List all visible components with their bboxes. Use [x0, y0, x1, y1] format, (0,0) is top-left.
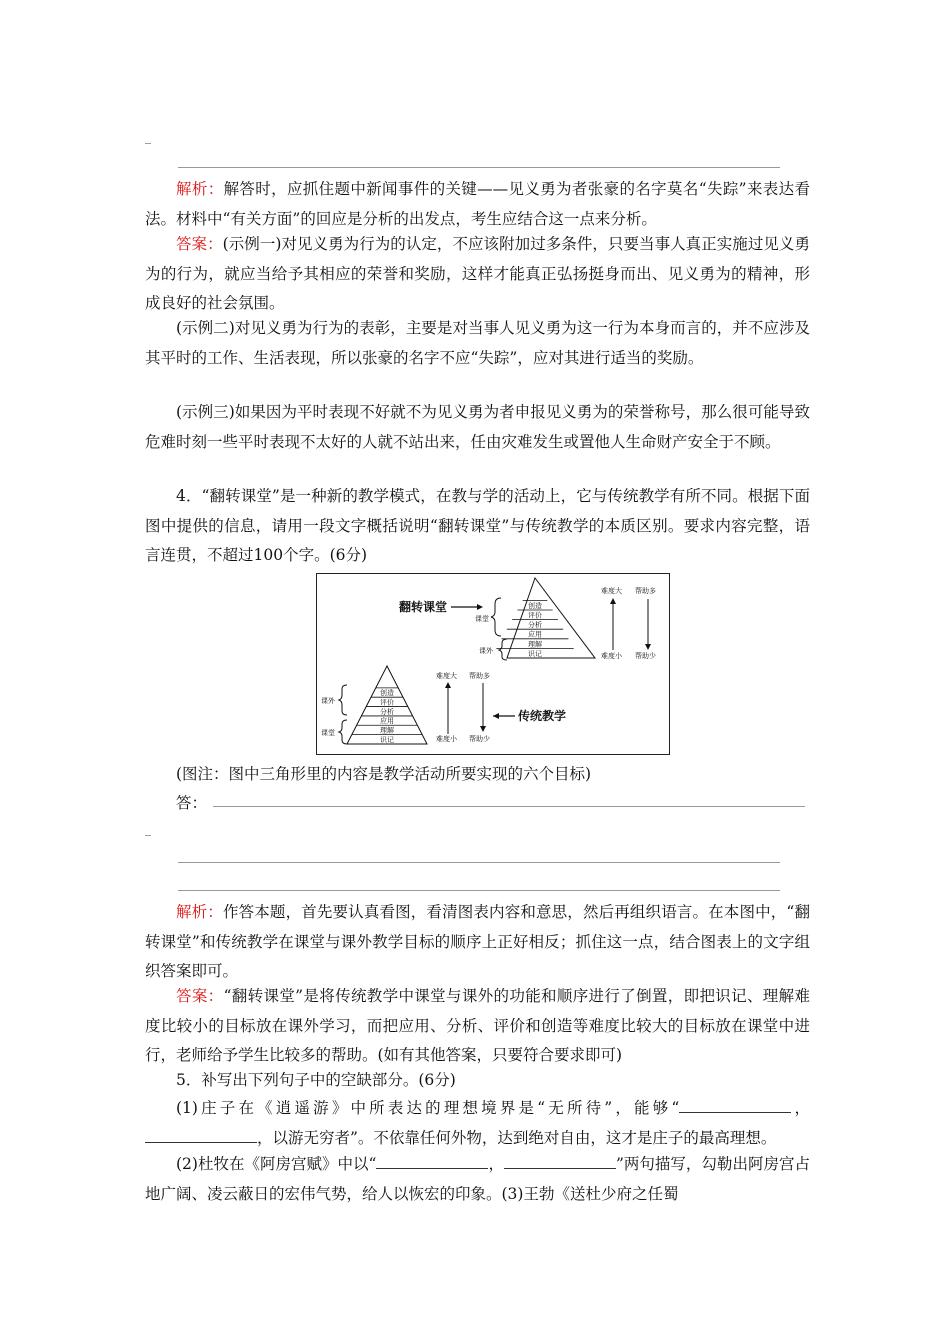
trad-level-label: 理解: [380, 726, 394, 735]
answer-prompt: 答：: [176, 794, 208, 812]
fill-blank[interactable]: [679, 1098, 791, 1113]
trad-outside-brace: [339, 685, 347, 715]
example-3: (示例三)如果因为平时表现不好就不为见义勇为者申报见义勇为的荣誉称号，那么很可能导致危难时刻一些平时表现不太好的人就不站出来，任由灾难发生或置他人生命财产安全于不顾。: [145, 403, 810, 451]
trad-level-label: 识记: [380, 735, 394, 744]
trad-classroom-label: 课堂: [321, 729, 335, 737]
flip-level-label: 评价: [528, 611, 542, 620]
analysis-paragraph-1: [145, 175, 810, 234]
trad-difficulty-low: 难度小: [436, 735, 457, 743]
flip-outside-label: 课外: [479, 647, 493, 655]
flip-classroom-label: 课堂: [475, 615, 489, 623]
answer-line[interactable]: [178, 890, 780, 891]
flip-level-label: 应用: [528, 630, 542, 639]
answer-label: 答案：: [176, 235, 223, 253]
trad-label: 传统教学: [518, 709, 567, 723]
trad-difficulty-high: 难度大: [436, 672, 457, 680]
analysis-text: 作答本题，首先要认真看图，看清图表内容和意思，然后再组织语言。在本图中，“翻转课堂”和传统教学在课堂与课外教学目标的顺序上正好相反；抓住这一点，结合图表上的文字组织答案即可。: [145, 903, 810, 980]
answer-prompt-line: [145, 789, 810, 819]
traditional-pyramid: [347, 666, 427, 744]
stray-mark: _: [145, 130, 151, 144]
question-5-1: [145, 1094, 810, 1153]
flip-help-less: 帮助少: [635, 652, 656, 660]
q5-1-text-a: (1)庄子在《逍遥游》中所表达的理想境界是“无所待”，能够“: [176, 1099, 680, 1117]
answer-line[interactable]: [213, 806, 805, 807]
answer-line[interactable]: [178, 862, 780, 863]
flip-level-label: 分析: [528, 621, 542, 630]
flip-level-label: 识记: [528, 649, 542, 658]
flipped-classroom-figure: [316, 573, 670, 755]
example-2: (示例二)对见义勇为行为的表彰，主要是对当事人见义勇为这一行为本身而言的，并不应涉及其平时的工作、生活表现，所以张豪的名字不应“失踪”，应对其进行适当的奖励。: [145, 319, 810, 367]
flip-pyramid: [496, 578, 595, 658]
q5-1-text-b: ，: [791, 1099, 810, 1117]
answer-line: [178, 167, 780, 168]
question-5: 5．补写出下列句子中的空缺部分。(6分): [176, 1071, 456, 1089]
analysis-label: 解析：: [176, 903, 223, 921]
flip-level-label: 理解: [528, 640, 542, 649]
trad-help-more: 帮助多: [469, 672, 490, 680]
figure-note: (图注：图中三角形里的内容是教学活动所要实现的六个目标): [176, 765, 592, 783]
q5-2-text-b: ，: [488, 1155, 504, 1173]
answer-paragraph-1: [145, 230, 810, 319]
analysis-text: 解答时，应抓住题中新闻事件的关键——见义勇为者张豪的名字莫名“失踪”来表达看法。材料中“有关方面”的回应是分析的出发点，考生应结合这一点来分析。: [145, 180, 810, 228]
answer-text: “翻转课堂”是将传统教学中课堂与课外的功能和顺序进行了倒置，即把识记、理解难度比较小的目标放在课外学习，而把应用、分析、评价和创造等难度比较大的目标放在课堂中进行，老师给予学生比较多的帮助。(如有其他答案，只要符合要求即可): [145, 987, 810, 1064]
flip-classroom-brace: [491, 598, 501, 636]
trad-classroom-brace: [339, 720, 347, 744]
trad-level-label: 分析: [380, 707, 394, 716]
analysis-label: 解析：: [176, 180, 224, 198]
fill-blank[interactable]: [145, 1128, 257, 1143]
flip-difficulty-high: 难度大: [601, 587, 622, 595]
q5-2-text-c: ”两句描写，勾勒出阿房宫占地广阔、凌云蔽日的宏伟气势，给人以恢宏的印象。(3)王勃《送杜少府之任蜀: [145, 1155, 810, 1203]
trad-help-less: 帮助少: [469, 735, 490, 743]
trad-level-label: 创造: [380, 689, 394, 698]
question-4: 4．“翻转课堂”是一种新的教学模式，在教与学的活动上，它与传统教学有所不同。根据下面图中提供的信息，请用一段文字概括说明“翻转课堂”与传统教学的本质区别。要求内容完整，语言连贯，不超过100个字。(6分): [145, 487, 810, 564]
question-5-2: [145, 1150, 810, 1209]
trad-outside-label: 课外: [321, 697, 335, 705]
q5-2-text-a: (2)杜牧在《阿房宫赋》中以“: [176, 1155, 377, 1173]
flip-label: 翻转课堂: [399, 600, 448, 614]
answer-paragraph-2: [145, 982, 810, 1071]
flip-difficulty-low: 难度小: [601, 652, 622, 660]
stray-mark: _: [145, 822, 151, 836]
answer-label: 答案：: [176, 987, 224, 1005]
fill-blank[interactable]: [376, 1154, 488, 1169]
q5-1-text-c: ，以游无穷者”。不依靠任何外物，达到绝对自由，这才是庄子的最高理想。: [257, 1128, 777, 1147]
flip-level-label: 创造: [528, 601, 542, 610]
fill-blank[interactable]: [504, 1154, 616, 1169]
flip-help-more: 帮助多: [635, 587, 656, 595]
analysis-paragraph-2: [145, 898, 810, 987]
answer-text: (示例一)对见义勇为行为的认定，不应该附加过多条件，只要当事人真正实施过见义勇为的行为，就应当给予其相应的荣誉和奖励，这样才能真正弘扬挺身而出、见义勇为的精神，形成良好的社会氛围。: [145, 235, 810, 312]
trad-level-label: 评价: [380, 698, 394, 707]
trad-level-label: 应用: [380, 717, 394, 726]
flip-outside-brace: [499, 639, 507, 660]
